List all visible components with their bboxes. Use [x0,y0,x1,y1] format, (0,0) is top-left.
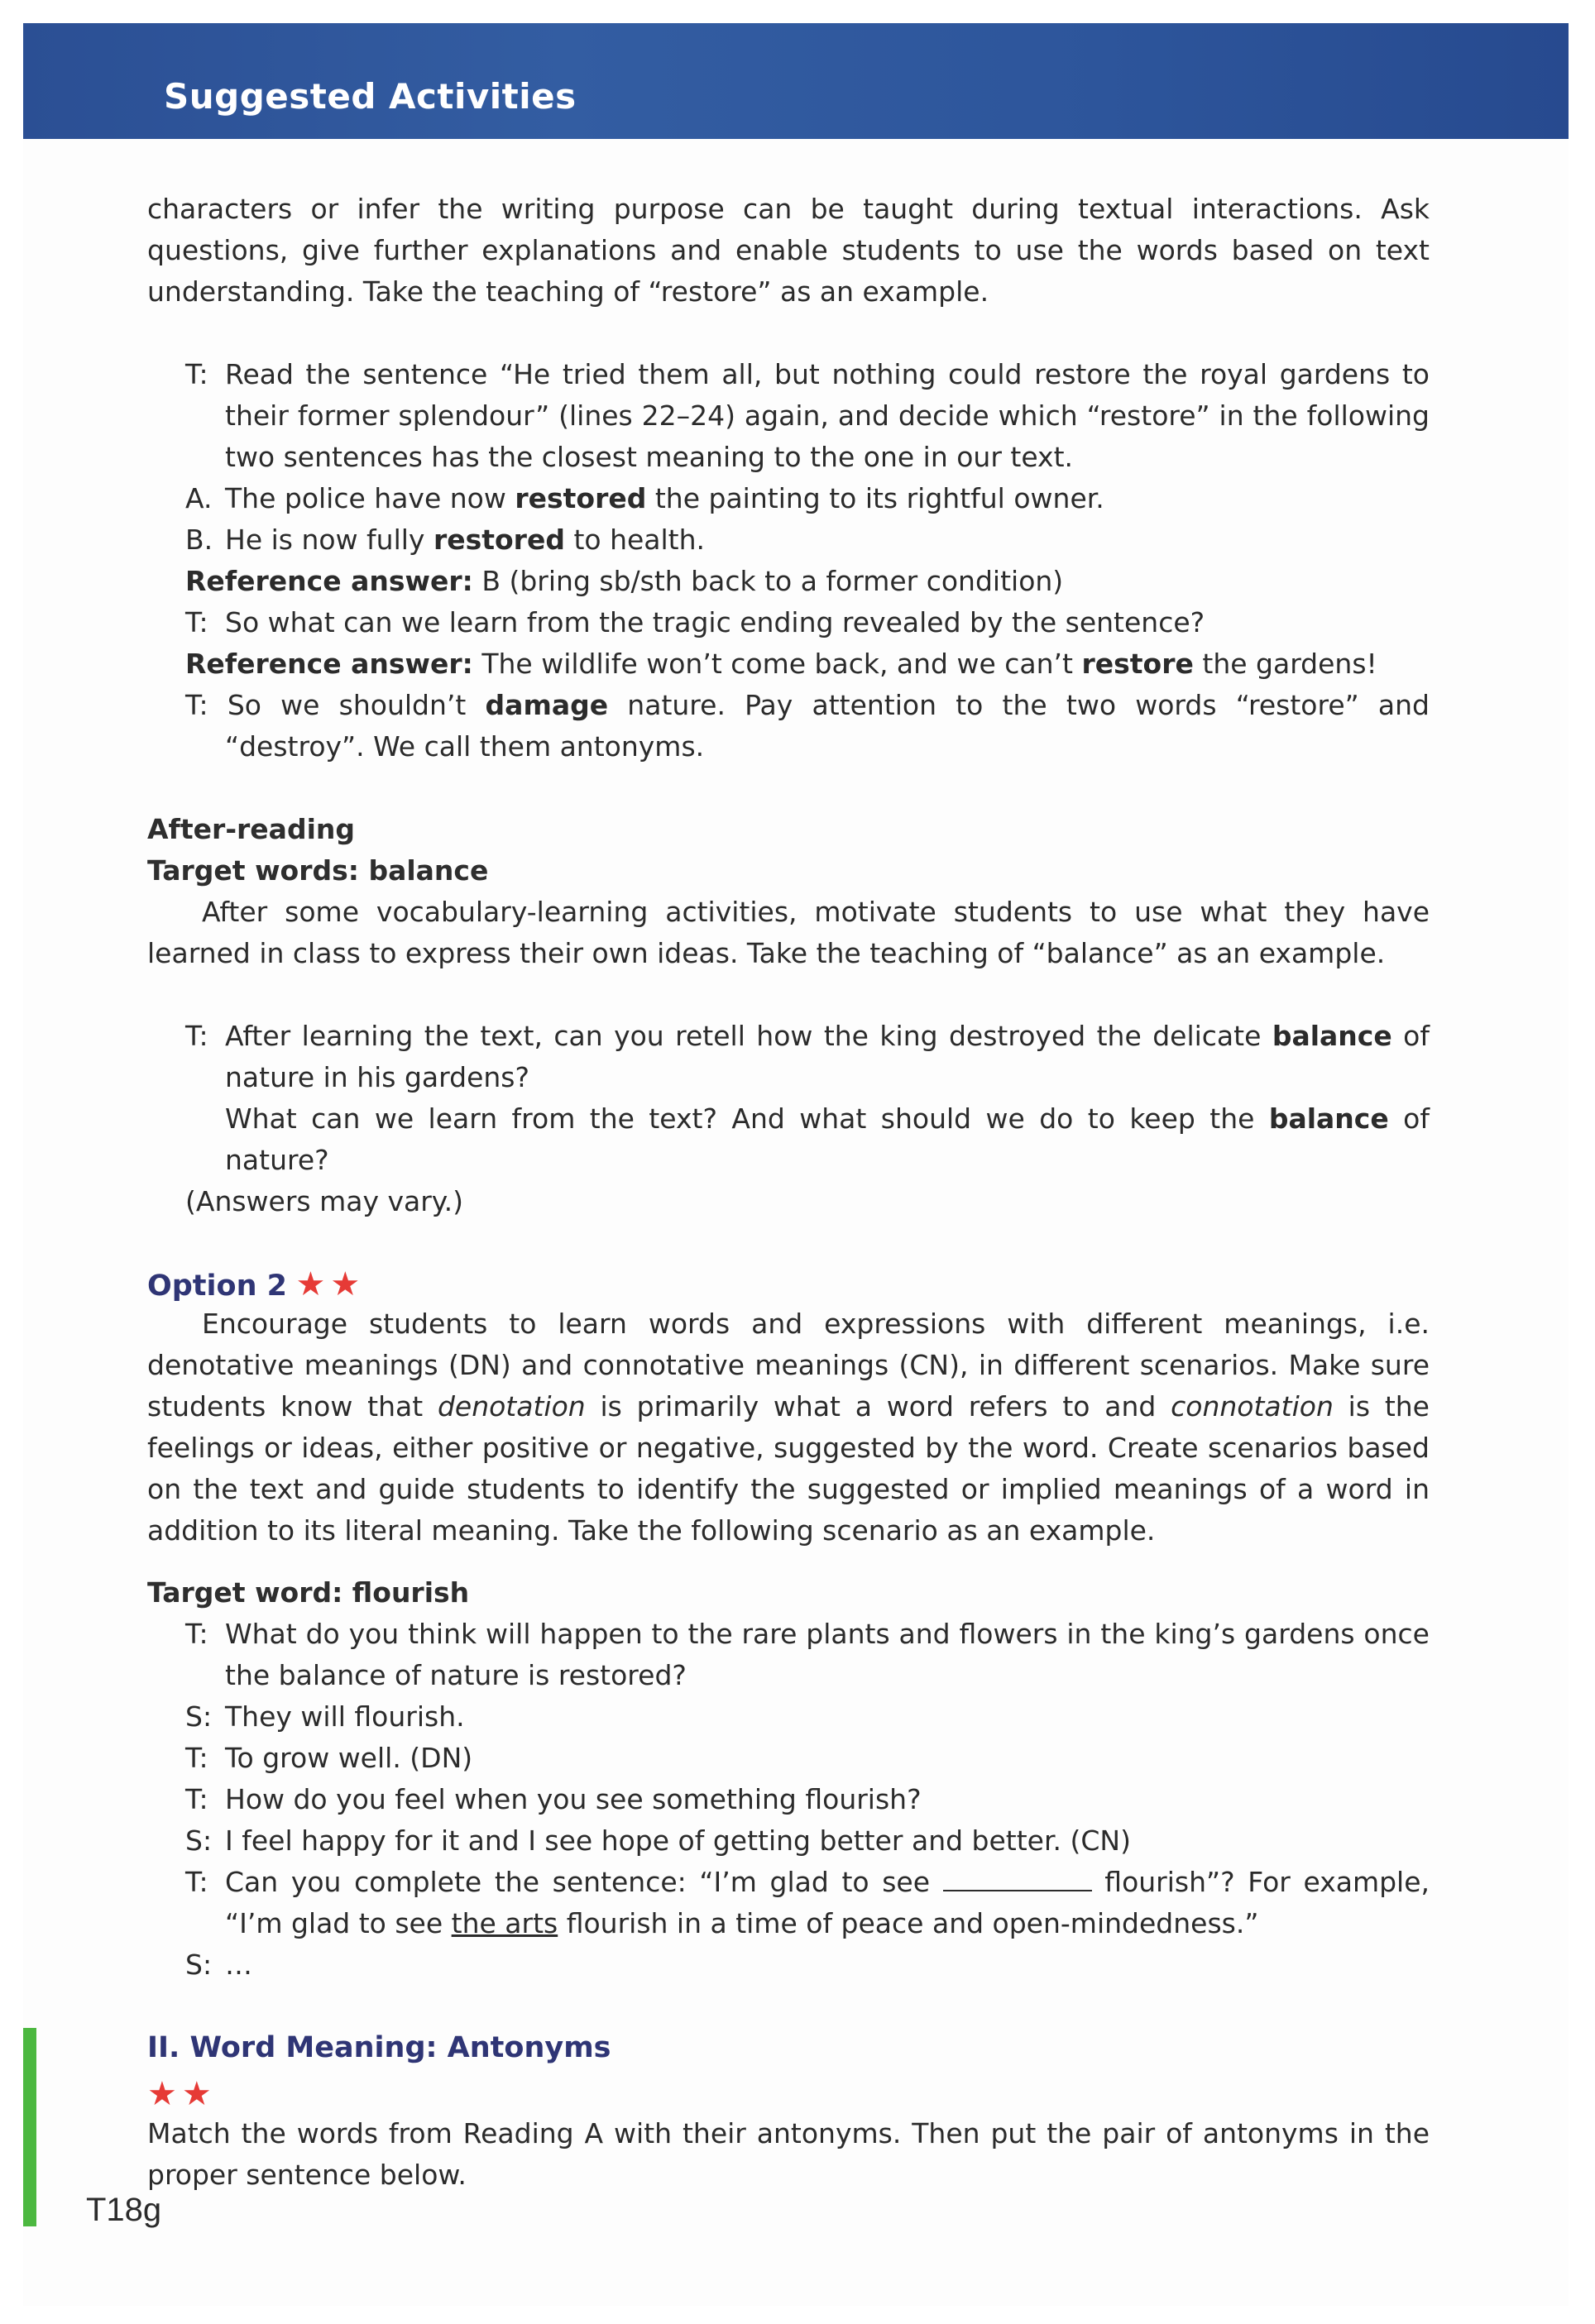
reference-answer [147,643,1430,685]
option-2-label: Option 2 [147,1270,288,1303]
target-words-heading: Target words: balance [147,854,489,887]
option-a [147,478,1430,519]
dialogue-line [147,1738,1430,1779]
dialogue-text: flourish in a time of peace and open-mindedness.” [558,1907,1259,1939]
option-text: the painting to its rightful owner. [646,482,1104,514]
dialogue-text: Can you complete the sentence: “I’m glad to see [225,1866,943,1898]
target-word-heading: Target word: flourish [147,1576,470,1609]
dialogue-text: Read the sentence “He tried them all, but nothing could restore the royal gardens to their former splendour” (lines 22–24) again, and decide which “restore” in the following two sentences has the closest meaning to the one in our text. [225,358,1430,473]
dialogue-text: T: So we shouldn’t [185,689,486,721]
dialogue-text: I feel happy for it and I see hope of getting better and better. (CN) [225,1824,1131,1857]
dialogue-text: nature. Pay attention to the two words “restore” and “destroy”. We call them antonyms. [225,689,1430,763]
keyword: restored [433,524,565,556]
star-rating: ★★ [295,1265,366,1303]
term: denotation [437,1390,586,1423]
dialogue-text: They will flourish. [225,1700,465,1733]
dialogue-text: of nature in his gardens? [225,1020,1430,1093]
answers-note: (Answers may vary.) [185,1185,463,1217]
option-label: A. [185,482,213,514]
keyword: balance [1268,1102,1389,1135]
reference-text: B (bring sb/sth back to a former condition) [472,565,1064,597]
speaker-label: T: [185,1742,208,1774]
dialogue-line [147,1779,1430,1820]
keyword: damage [485,689,609,721]
speaker-label: T: [185,1618,208,1650]
dialogue-line [147,1614,1430,1696]
reference-label: Reference answer: [185,565,473,597]
green-side-bar [23,2028,36,2226]
paragraph-text: is primarily what a word refers to and [585,1390,1171,1423]
main-content [147,189,1430,2196]
dialogue-line [147,1820,1430,1862]
dialogue-text: What do you think will happen to the rare plants and flowers in the king’s gardens once the balance of nature is restored? [225,1618,1430,1691]
after-reading-paragraph: After some vocabulary-learning activities, motivate students to use what they have learned in class to express their own ideas. Take the teaching of “balance” as an example. [147,896,1430,969]
speaker-label: T: [185,1866,208,1898]
reference-text: the gardens! [1193,648,1377,680]
dialogue-text: To grow well. (DN) [225,1742,473,1774]
dialogue-line [147,602,1430,643]
option-2-heading [147,1264,1430,1307]
dialogue-text: flourish”? For example, “I’m glad to see [225,1866,1430,1939]
dialogue-text: What can we learn from the text? And what should we do to keep the [225,1102,1269,1135]
dialogue-text: After learning the text, can you retell how the king destroyed the delicate [225,1020,1272,1052]
dialogue-line [147,354,1430,478]
dialogue-text: … [225,1949,252,1981]
speaker-label: T: [185,1020,208,1052]
paragraph-text: is the feelings or ideas, either positive or negative, suggested by the word. Create scenarios based on the text and guide students to identify the suggested or implied meanings of a word in addition to its literal meaning. Take the following scenario as an example. [147,1390,1430,1547]
speaker-label: S: [185,1700,213,1733]
option-text: to health. [564,524,706,556]
page-title: Suggested Activities [164,76,577,117]
dialogue-line [147,685,1430,767]
keyword: restore [1081,648,1194,680]
reference-text: The wildlife won’t come back, and we can’t [472,648,1082,680]
dialogue-line [147,1098,1430,1181]
dialogue-line [147,1016,1430,1098]
keyword: restored [515,482,647,514]
dialogue-text: of nature? [225,1102,1430,1176]
page-number: T18g [86,2192,162,2228]
speaker-label: S: [185,1824,213,1857]
speaker-label: T: [185,1783,208,1815]
speaker-label: S: [185,1949,213,1981]
underlined-example: the arts [451,1907,558,1939]
fill-blank [943,1867,1092,1891]
dialogue-text: So what can we learn from the tragic ending revealed by the sentence? [225,606,1205,638]
intro-paragraph: characters or infer the writing purpose can be taught during textual interactions. Ask questions, give further explanations and enable students to use the words based on text understanding. Take the teaching of “restore” as an example. [147,193,1430,308]
option-text: The police have now [225,482,515,514]
section-2-heading: II. Word Meaning: Antonyms [147,2031,611,2064]
speaker-label: T: [185,358,208,390]
speaker-label: T: [185,606,208,638]
reference-answer [147,561,1430,602]
paragraph-text: Encourage students to learn words and expressions with different meanings, i.e. denotative meanings (DN) and connotative meanings (CN), in different scenarios. Make sure students know that [147,1308,1430,1423]
dialogue-line [147,1696,1430,1738]
option-text: He is now fully [225,524,433,556]
dialogue-line [147,1944,1430,1986]
option-label: B. [185,524,213,556]
dialogue-text: How do you feel when you see something flourish? [225,1783,922,1815]
dialogue-line [147,1862,1430,1944]
after-reading-heading: After-reading [147,813,355,845]
section-2-paragraph: Match the words from Reading A with their antonyms. Then put the pair of antonyms in the proper sentence below. [147,2117,1430,2191]
option-b [147,519,1430,561]
keyword: balance [1272,1020,1392,1052]
reference-label: Reference answer: [185,648,473,680]
star-rating: ★★ [147,2075,217,2113]
term: connotation [1171,1390,1334,1423]
option-2-paragraph [147,1303,1430,1552]
